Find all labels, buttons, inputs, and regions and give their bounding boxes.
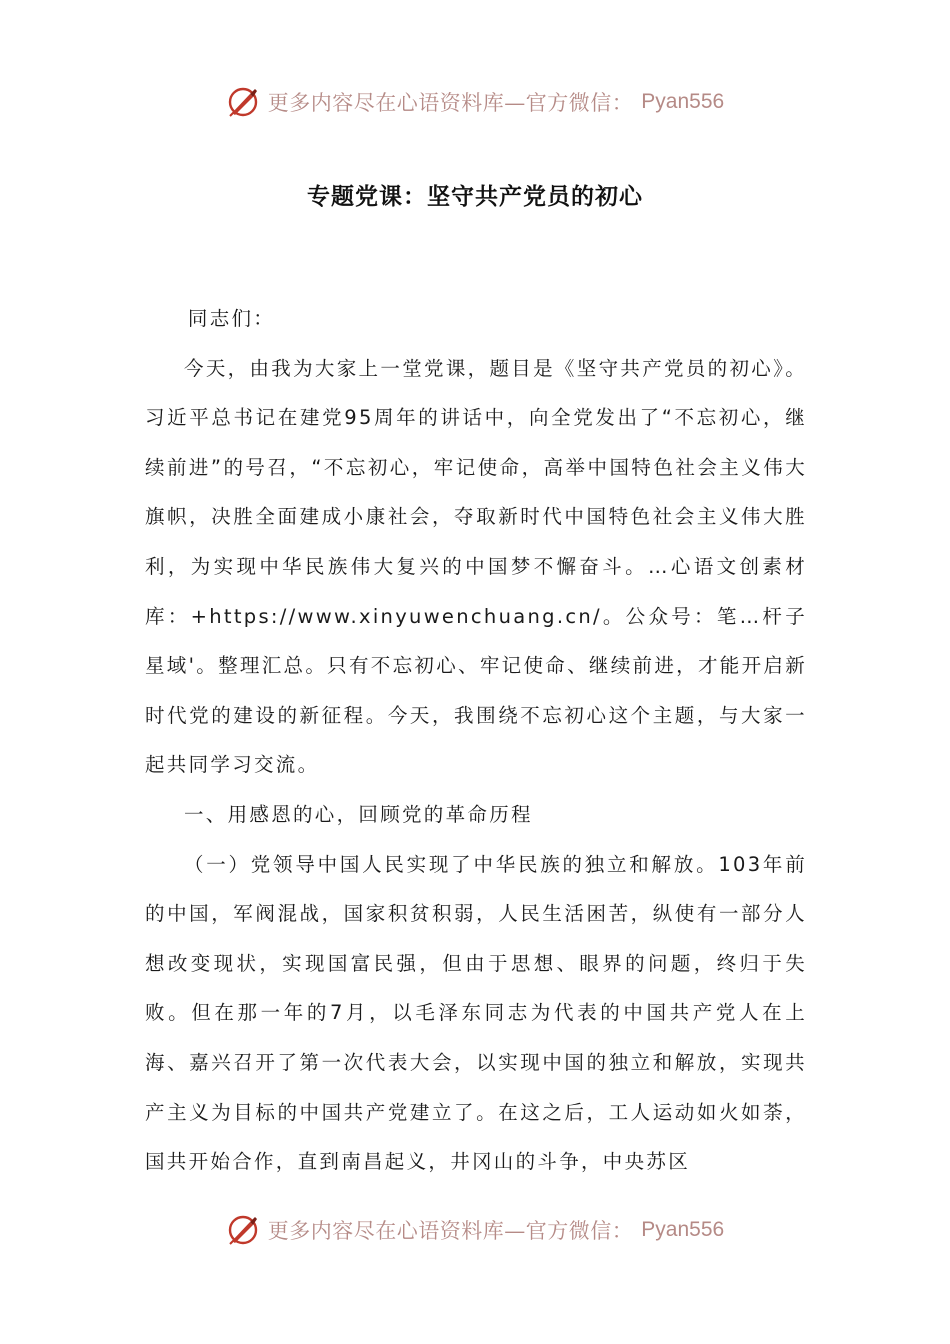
- salutation: 同志们：: [187, 307, 276, 330]
- document-title: 专题党课：坚守共产党员的初心: [307, 183, 643, 210]
- document-body: [145, 294, 807, 1187]
- header-watermark: [0, 82, 950, 122]
- pen-logo-icon: [226, 85, 260, 119]
- pen-logo-icon: [226, 1213, 260, 1247]
- paragraph: （一）党领导中国人民实现了中华民族的独立和解放。103年前的中国，军阀混战，国家积贫积弱，人民生活困苦，纵使有一部分人想改变现状，实现国富民强，但由于思想、眼界的问题，终归于失败。但在那一年的7月，以毛泽东同志为代表的中国共产党人在上海、嘉兴召开了第一次代表大会，以实现中国的独立和解放，实现共产主义为目标的中国共产党建立了。在这之后，工人运动如火如荼，国共开始合作，直到南昌起义，井冈山的斗争，中央苏区: [145, 852, 807, 1174]
- footer-watermark: [0, 1210, 950, 1250]
- paragraph: 今天，由我为大家上一堂党课，题目是《坚守共产党员的初心》。习近平总书记在建党95周年的讲话中，向全党发出了“不忘初心，继续前进”的号召，“不忘初心，牢记使命，高举中国特色社会主义伟大旗帜，决胜全面建成小康社会，夺取新时代中国特色社会主义伟大胜利，为实现中华民族伟大复兴的中国梦不懈奋斗。…心语文创素材库：+https://www.xinyuwenchuang.cn/。公众号：笔…杆子星域'。整理汇总。只有不忘初心、牢记使命、继续前进，才能开启新时代党的建设的新征程。今天，我围绕不忘初心这个主题，与大家一起共同学习交流。: [145, 356, 807, 777]
- watermark-wechat-id: Pyan556: [641, 90, 725, 113]
- watermark-text: 更多内容尽在心语资料库—官方微信：: [267, 91, 634, 115]
- watermark-wechat-id: Pyan556: [641, 1218, 725, 1241]
- section-heading: 一、用感恩的心，回顾党的革命历程: [184, 802, 533, 826]
- watermark-text: 更多内容尽在心语资料库—官方微信：: [267, 1219, 634, 1243]
